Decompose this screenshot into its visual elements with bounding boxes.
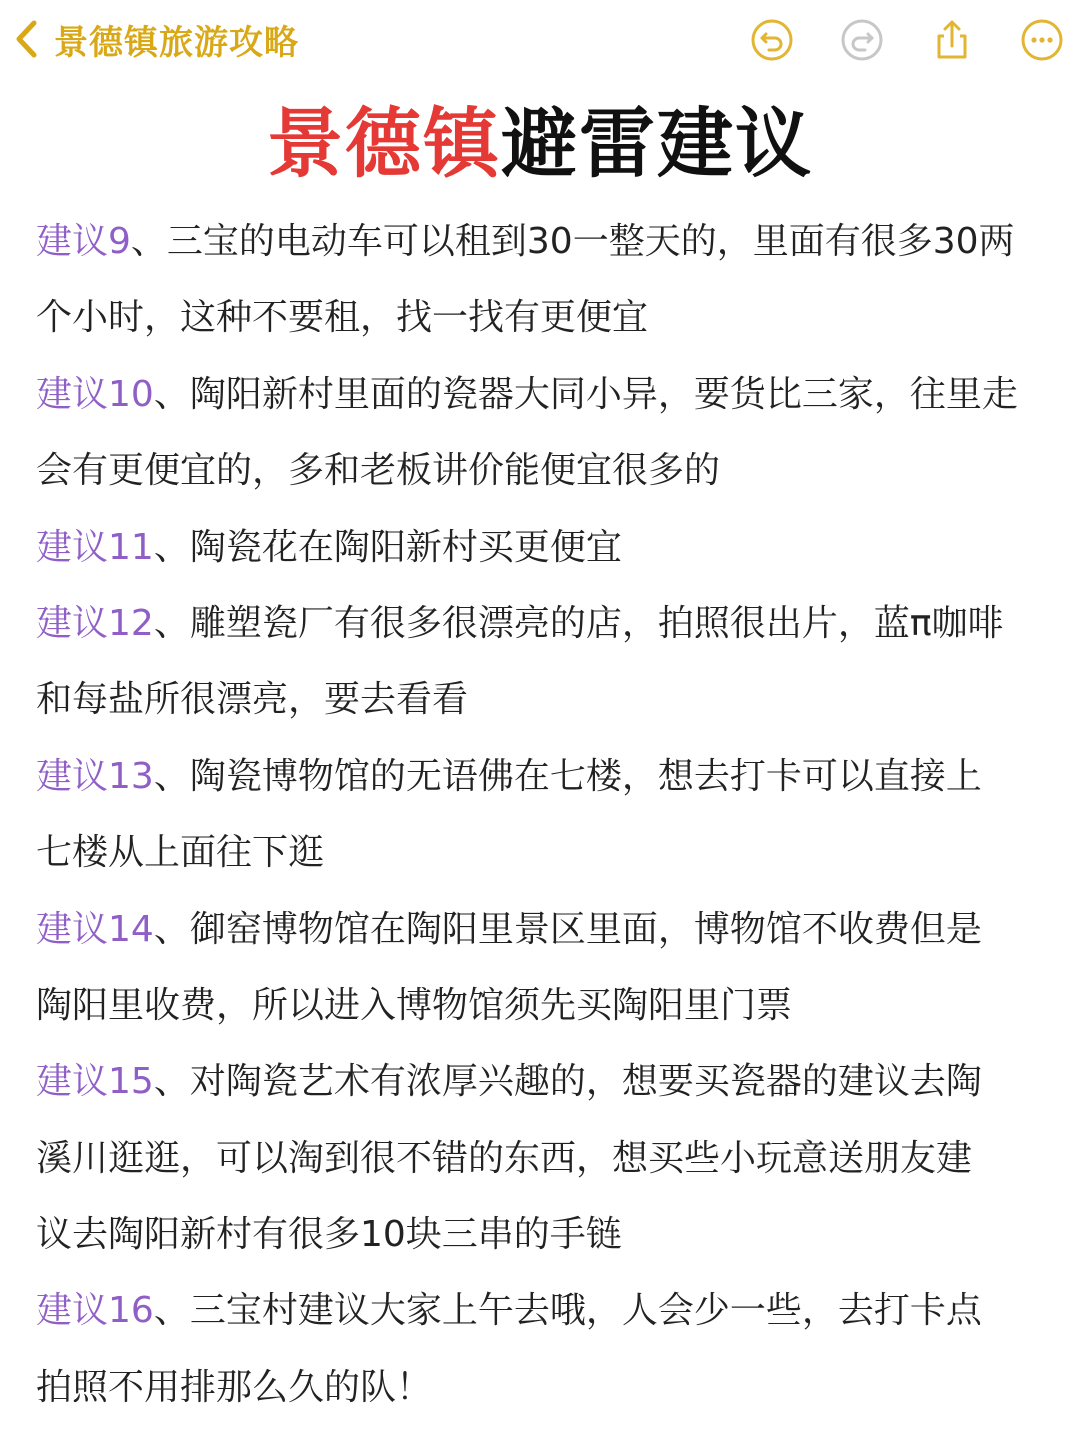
- note-body: [36, 204, 1072, 1426]
- redo-icon: [839, 17, 885, 63]
- tip-number: 建议9: [36, 221, 131, 262]
- more-button[interactable]: [1012, 14, 1072, 66]
- top-bar: [0, 0, 1080, 82]
- back-button[interactable]: [14, 12, 299, 66]
- text-line: [36, 204, 1072, 280]
- share-button[interactable]: [922, 14, 982, 66]
- text-line: [36, 662, 1072, 738]
- tip-text: 七楼从上面往下逛: [36, 832, 325, 874]
- text-line: [36, 1273, 1072, 1349]
- tip-text: 、御窑博物馆在陶阳里景区里面，博物馆不收费但是: [153, 908, 982, 950]
- tip-text: 、对陶瓷艺术有浓厚兴趣的，想要买瓷器的建议去陶: [153, 1061, 982, 1103]
- tip-number: 建议13: [36, 755, 154, 797]
- tip-number: 建议12: [36, 602, 154, 644]
- text-line: [36, 815, 1072, 891]
- text-line: [36, 739, 1072, 815]
- text-line: [36, 280, 1072, 356]
- tip-text: 溪川逛逛，可以淘到很不错的东西，想买些小玩意送朋友建: [36, 1137, 973, 1179]
- text-line: [36, 510, 1072, 586]
- text-line: [36, 968, 1072, 1044]
- redo-button[interactable]: [832, 14, 892, 66]
- tip-text: 议去陶阳新村有很多10块三串的手链: [36, 1214, 622, 1256]
- toolbar-icons: [742, 14, 1072, 66]
- tip-text: 拍照不用排那么久的队！: [36, 1366, 433, 1408]
- tip-text: 、三宝的电动车可以租到30一整天的，里面有很多30两: [130, 221, 1015, 262]
- page-title: [0, 92, 1080, 196]
- undo-icon: [749, 17, 795, 63]
- text-line: [36, 433, 1072, 509]
- share-icon: [929, 17, 975, 63]
- text-line: [36, 357, 1072, 433]
- text-line: [36, 1121, 1072, 1197]
- tip-text: 、三宝村建议大家上午去哦，人会少一些，去打卡点: [153, 1290, 982, 1332]
- text-line: [36, 892, 1072, 968]
- tip-text: 会有更便宜的，多和老板讲价能便宜很多的: [36, 450, 721, 492]
- chevron-left-icon: [14, 19, 40, 59]
- tip-text: 和每盐所很漂亮，要去看看: [36, 679, 469, 721]
- tip-number: 建议10: [36, 373, 154, 415]
- tip-text: 陶阳里收费，所以进入博物馆须先买陶阳里门票: [36, 984, 793, 1026]
- tip-number: 建议15: [36, 1061, 154, 1103]
- text-line: [36, 1044, 1072, 1120]
- more-icon: [1019, 17, 1065, 63]
- title-red-part: 景德镇: [267, 99, 501, 188]
- tip-number: 建议16: [36, 1290, 154, 1332]
- tip-text: 、陶阳新村里面的瓷器大同小异，要货比三家，往里走: [153, 373, 1018, 415]
- back-title: 景德镇旅游攻略: [54, 22, 299, 63]
- tip-number: 建议11: [36, 526, 154, 568]
- text-line: [36, 1197, 1072, 1273]
- undo-button[interactable]: [742, 14, 802, 66]
- tip-number: 建议14: [36, 908, 154, 950]
- tip-text: 、陶瓷花在陶阳新村买更便宜: [153, 526, 622, 568]
- text-line: [36, 586, 1072, 662]
- text-line: [36, 1350, 1072, 1426]
- tip-text: 、陶瓷博物馆的无语佛在七楼，想去打卡可以直接上: [153, 755, 982, 797]
- tip-text: 个小时，这种不要租，找一找有更便宜: [36, 297, 649, 339]
- tip-text: 、雕塑瓷厂有很多很漂亮的店，拍照很出片，蓝π咖啡: [153, 602, 1004, 644]
- title-black-part: 避雷建议: [501, 99, 813, 188]
